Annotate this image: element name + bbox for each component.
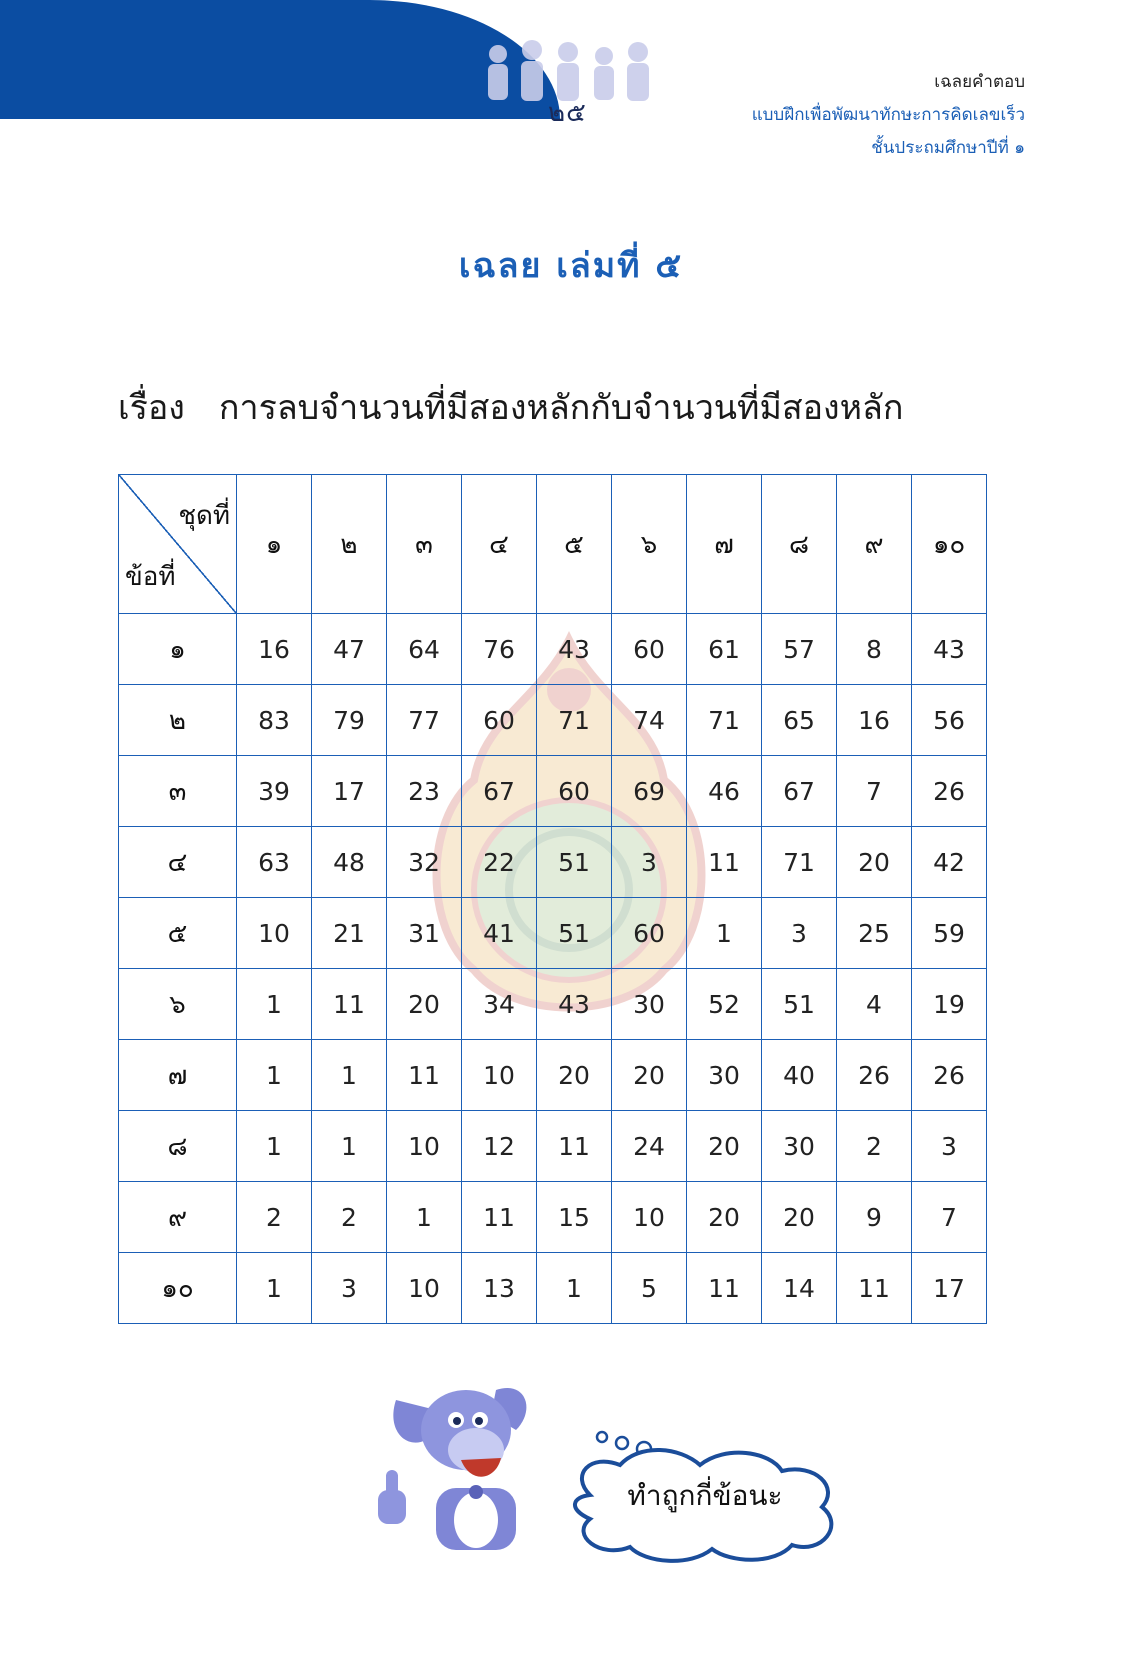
table-cell: 24	[612, 1111, 687, 1182]
table-cell: 20	[687, 1182, 762, 1253]
table-cell: 71	[687, 685, 762, 756]
table-cell: 26	[837, 1040, 912, 1111]
table-cell: 52	[687, 969, 762, 1040]
table-cell: 1	[687, 898, 762, 969]
table-cell: 20	[387, 969, 462, 1040]
table-cell: 43	[537, 969, 612, 1040]
table-cell: 30	[762, 1111, 837, 1182]
column-header: ๓	[387, 475, 462, 614]
table-corner-cell	[119, 475, 237, 614]
table-cell: 3	[312, 1253, 387, 1324]
table-cell: 2	[237, 1182, 312, 1253]
table-cell: 1	[237, 1040, 312, 1111]
table-cell: 17	[912, 1253, 987, 1324]
table-header-row	[119, 475, 987, 614]
table-cell: 46	[687, 756, 762, 827]
table-cell: 2	[312, 1182, 387, 1253]
table-cell: 61	[687, 614, 762, 685]
header-band	[0, 0, 560, 119]
table-cell: 7	[912, 1182, 987, 1253]
table-row	[119, 756, 987, 827]
table-cell: 20	[612, 1040, 687, 1111]
table-cell: 43	[912, 614, 987, 685]
table-cell: 3	[762, 898, 837, 969]
table-cell: 69	[612, 756, 687, 827]
table-cell: 42	[912, 827, 987, 898]
answer-table	[118, 474, 987, 1324]
table-cell: 65	[762, 685, 837, 756]
table-cell: 47	[312, 614, 387, 685]
table-cell: 16	[237, 614, 312, 685]
bubble-text: ทำถูกกี่ข้อนะ	[627, 1479, 783, 1512]
table-cell: 17	[312, 756, 387, 827]
table-row	[119, 969, 987, 1040]
page-title: เฉลย เล่มที่ ๕	[458, 246, 684, 286]
table-cell: 7	[837, 756, 912, 827]
table-cell: 51	[762, 969, 837, 1040]
table-cell: 43	[537, 614, 612, 685]
column-header: ๗	[687, 475, 762, 614]
page-number: ๒๕	[548, 98, 587, 128]
dog-mascot-illustration	[376, 1370, 556, 1550]
table-cell: 60	[537, 756, 612, 827]
row-header: ๒	[119, 685, 237, 756]
table-cell: 1	[237, 1253, 312, 1324]
table-cell: 1	[537, 1253, 612, 1324]
table-cell: 48	[312, 827, 387, 898]
table-cell: 71	[762, 827, 837, 898]
table-cell: 1	[237, 1111, 312, 1182]
table-cell: 77	[387, 685, 462, 756]
column-header: ๑๐	[912, 475, 987, 614]
table-cell: 3	[912, 1111, 987, 1182]
table-row	[119, 1253, 987, 1324]
table-cell: 8	[837, 614, 912, 685]
subject-label: เรื่อง	[118, 388, 185, 428]
column-header: ๒	[312, 475, 387, 614]
table-cell: 40	[762, 1040, 837, 1111]
row-header: ๕	[119, 898, 237, 969]
table-cell: 30	[687, 1040, 762, 1111]
table-cell: 67	[762, 756, 837, 827]
table-cell: 9	[837, 1182, 912, 1253]
column-header: ๕	[537, 475, 612, 614]
table-cell: 31	[387, 898, 462, 969]
table-cell: 16	[837, 685, 912, 756]
column-header: ๖	[612, 475, 687, 614]
row-header: ๖	[119, 969, 237, 1040]
table-cell: 32	[387, 827, 462, 898]
table-cell: 79	[312, 685, 387, 756]
table-cell: 23	[387, 756, 462, 827]
row-header: ๑๐	[119, 1253, 237, 1324]
table-cell: 11	[837, 1253, 912, 1324]
header-answer-key-label: เฉลยคำตอบ	[934, 72, 1025, 92]
table-cell: 63	[237, 827, 312, 898]
table-cell: 11	[537, 1111, 612, 1182]
table-cell: 10	[387, 1111, 462, 1182]
table-cell: 20	[762, 1182, 837, 1253]
row-header: ๔	[119, 827, 237, 898]
table-cell: 41	[462, 898, 537, 969]
table-cell: 25	[837, 898, 912, 969]
table-cell: 60	[612, 898, 687, 969]
table-cell: 71	[537, 685, 612, 756]
table-cell: 60	[462, 685, 537, 756]
table-cell: 67	[462, 756, 537, 827]
table-cell: 20	[687, 1111, 762, 1182]
row-header: ๗	[119, 1040, 237, 1111]
table-cell: 30	[612, 969, 687, 1040]
table-cell: 60	[612, 614, 687, 685]
header-book-title: แบบฝึกเพื่อพัฒนาทักษะการคิดเลขเร็ว	[751, 105, 1025, 125]
table-cell: 83	[237, 685, 312, 756]
table-cell: 22	[462, 827, 537, 898]
table-cell: 74	[612, 685, 687, 756]
table-cell: 34	[462, 969, 537, 1040]
table-cell: 10	[612, 1182, 687, 1253]
table-cell: 14	[762, 1253, 837, 1324]
table-cell: 12	[462, 1111, 537, 1182]
subject-line	[118, 380, 903, 434]
table-cell: 10	[462, 1040, 537, 1111]
table-cell: 11	[387, 1040, 462, 1111]
table-cell: 76	[462, 614, 537, 685]
row-header: ๑	[119, 614, 237, 685]
table-row	[119, 614, 987, 685]
table-cell: 4	[837, 969, 912, 1040]
row-header: ๓	[119, 756, 237, 827]
table-cell: 1	[312, 1111, 387, 1182]
corner-set-label: ชุดที่	[178, 501, 230, 531]
table-cell: 1	[387, 1182, 462, 1253]
table-cell: 10	[237, 898, 312, 969]
table-cell: 13	[462, 1253, 537, 1324]
table-cell: 20	[837, 827, 912, 898]
table-cell: 26	[912, 1040, 987, 1111]
row-header: ๙	[119, 1182, 237, 1253]
table-cell: 64	[387, 614, 462, 685]
table-cell: 19	[912, 969, 987, 1040]
table-cell: 51	[537, 898, 612, 969]
table-cell: 39	[237, 756, 312, 827]
corner-item-label: ข้อที่	[125, 562, 176, 592]
table-cell: 57	[762, 614, 837, 685]
column-header: ๘	[762, 475, 837, 614]
table-cell: 59	[912, 898, 987, 969]
table-cell: 2	[837, 1111, 912, 1182]
table-cell: 11	[687, 827, 762, 898]
table-cell: 20	[537, 1040, 612, 1111]
table-cell: 51	[537, 827, 612, 898]
row-header: ๘	[119, 1111, 237, 1182]
table-cell: 1	[312, 1040, 387, 1111]
answer-table-body	[119, 614, 987, 1324]
table-cell: 21	[312, 898, 387, 969]
table-cell: 1	[237, 969, 312, 1040]
column-header: ๙	[837, 475, 912, 614]
table-cell: 11	[462, 1182, 537, 1253]
table-row	[119, 898, 987, 969]
table-cell: 5	[612, 1253, 687, 1324]
table-cell: 11	[312, 969, 387, 1040]
table-row	[119, 1040, 987, 1111]
table-cell: 3	[612, 827, 687, 898]
column-header: ๑	[237, 475, 312, 614]
subject-text: การลบจำนวนที่มีสองหลักกับจำนวนที่มีสองหลัก	[218, 388, 904, 428]
table-cell: 15	[537, 1182, 612, 1253]
table-row	[119, 1111, 987, 1182]
table-row	[119, 1182, 987, 1253]
table-cell: 56	[912, 685, 987, 756]
table-cell: 11	[687, 1253, 762, 1324]
table-row	[119, 685, 987, 756]
table-cell: 10	[387, 1253, 462, 1324]
table-cell: 26	[912, 756, 987, 827]
table-row	[119, 827, 987, 898]
column-header: ๔	[462, 475, 537, 614]
header-grade-level: ชั้นประถมศึกษาปีที่ ๑	[871, 138, 1025, 158]
